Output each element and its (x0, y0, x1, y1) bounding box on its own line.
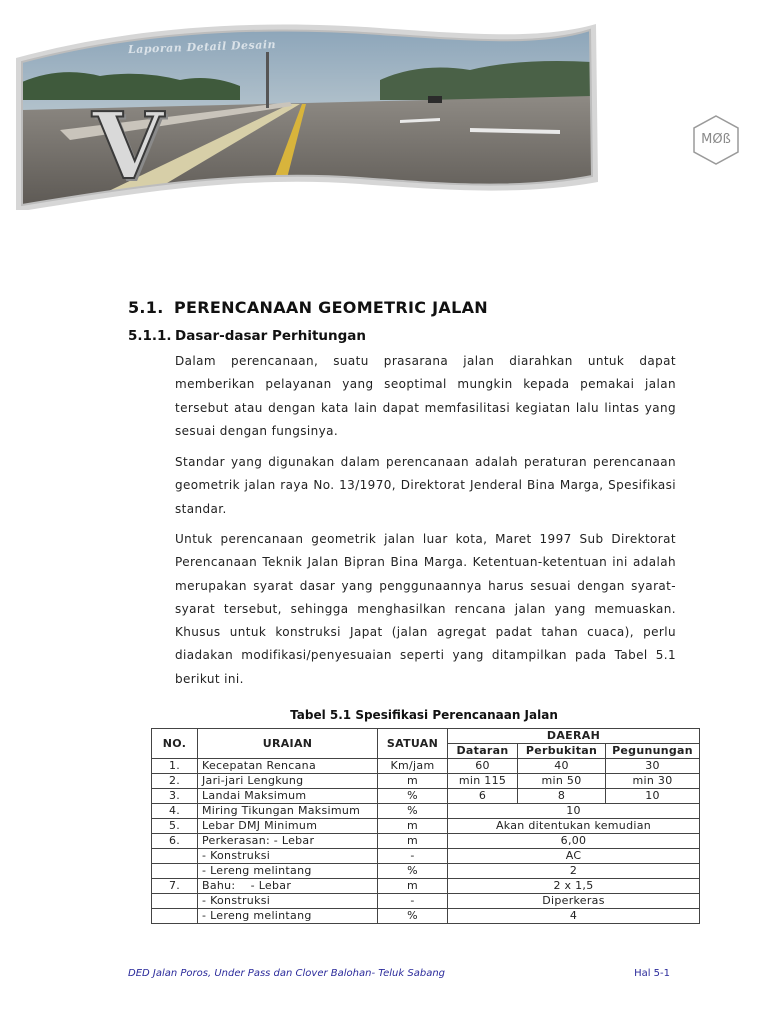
cell-uraian: Jari-jari Lengkung (198, 774, 378, 789)
cell-satuan: % (378, 804, 448, 819)
cell-perbukitan: 40 (518, 759, 606, 774)
header-dataran: Dataran (448, 744, 518, 759)
cell-value: 2 x 1,5 (448, 879, 700, 894)
cell-value: 6,00 (448, 834, 700, 849)
cell-dataran: 60 (448, 759, 518, 774)
table-row (152, 864, 700, 879)
cell-pegunungan: 30 (606, 759, 700, 774)
cell-value: 2 (448, 864, 700, 879)
header-no: NO. (152, 729, 198, 759)
cell-dataran: min 115 (448, 774, 518, 789)
section-heading (128, 298, 688, 322)
chapter-letter: V (92, 92, 164, 200)
cell-satuan: - (378, 849, 448, 864)
cell-value: AC (448, 849, 700, 864)
section-number: 5.1. (128, 298, 164, 317)
spec-table (151, 728, 700, 924)
cell-uraian: - Lereng melintang (198, 864, 378, 879)
cell-dataran: 6 (448, 789, 518, 804)
cell-uraian: Miring Tikungan Maksimum (198, 804, 378, 819)
cell-no: 4. (152, 804, 198, 819)
cell-satuan: m (378, 879, 448, 894)
cell-satuan: m (378, 774, 448, 789)
cell-uraian: Lebar DMJ Minimum (198, 819, 378, 834)
cell-perbukitan: 8 (518, 789, 606, 804)
table-row (152, 894, 700, 909)
cell-pegunungan: 10 (606, 789, 700, 804)
cell-no (152, 909, 198, 924)
cell-uraian: Perkerasan: - Lebar (198, 834, 378, 849)
cell-value: Akan ditentukan kemudian (448, 819, 700, 834)
chapter-banner (0, 0, 768, 210)
cell-value: 10 (448, 804, 700, 819)
logo-text: MØß (701, 132, 731, 147)
cell-uraian: Bahu: - Lebar (198, 879, 378, 894)
cell-satuan: m (378, 819, 448, 834)
subsection-title: Dasar-dasar Perhitungan (175, 328, 367, 344)
table-row (152, 789, 700, 804)
cell-no (152, 864, 198, 879)
cell-perbukitan: min 50 (518, 774, 606, 789)
cell-satuan: - (378, 894, 448, 909)
cell-satuan: m (378, 834, 448, 849)
cell-no: 2. (152, 774, 198, 789)
subsection-number: 5.1.1. (128, 328, 172, 344)
body-paragraph: Dalam perencanaan, suatu prasarana jalan diarahkan untuk dapat memberikan pelayanan yang seoptimal mungkin kepada pemakai jalan tersebut atau dengan kata lain dapat memfasilitasi kegiatan lalu lintas yang sesuai dengan fungsinya. (175, 354, 676, 438)
cell-no: 6. (152, 834, 198, 849)
table-row (152, 909, 700, 924)
header-perbukitan: Perbukitan (518, 744, 606, 759)
cell-no: 1. (152, 759, 198, 774)
cell-satuan: % (378, 864, 448, 879)
footer-document-title: DED Jalan Poros, Under Pass dan Clover Balohan- Teluk Sabang (128, 968, 446, 979)
table-row (152, 819, 700, 834)
footer-page-number: Hal 5-1 (634, 968, 670, 979)
cell-pegunungan: min 30 (606, 774, 700, 789)
cell-satuan: % (378, 789, 448, 804)
table-row (152, 834, 700, 849)
header-uraian: URAIAN (198, 729, 378, 759)
cell-uraian: Landai Maksimum (198, 789, 378, 804)
body-paragraph: Untuk perencanaan geometrik jalan luar kota, Maret 1997 Sub Direktorat Perencanaan Teknik Jalan Bipran Bina Marga. Ketentuan-ketentuan ini adalah merupakan syarat dasar yang penggunaannya harus sesuai dengan syarat-syarat tersebut, sehingga menghasilkan rencana jalan yang memuaskan. Khusus untuk konstruksi Japat (jalan agregat padat tahan cuaca), perlu diadakan modifikasi/penyesuaian seperti yang ditampilkan pada Tabel 5.1 berikut ini. (175, 532, 676, 686)
body-paragraph: Standar yang digunakan dalam perencanaan adalah peraturan perencanaan geometrik jalan raya No. 13/1970, Direktorat Jenderal Bina Marga, Spesifikasi standar. (175, 455, 676, 516)
cell-no: 3. (152, 789, 198, 804)
company-logo (690, 114, 742, 166)
section-title: PERENCANAAN GEOMETRIC JALAN (174, 298, 488, 317)
subsection-heading (128, 328, 688, 348)
cell-satuan: % (378, 909, 448, 924)
header-pegunungan: Pegunungan (606, 744, 700, 759)
table-row (152, 849, 700, 864)
cell-no (152, 894, 198, 909)
cell-value: Diperkeras (448, 894, 700, 909)
table-caption: Tabel 5.1 Spesifikasi Perencanaan Jalan (290, 708, 558, 722)
cell-no: 7. (152, 879, 198, 894)
table-row (152, 879, 700, 894)
cell-uraian: - Konstruksi (198, 894, 378, 909)
cell-uraian: Kecepatan Rencana (198, 759, 378, 774)
banner-caption: Laporan Detail Desain (127, 37, 277, 57)
table-row (152, 759, 700, 774)
cell-no: 5. (152, 819, 198, 834)
cell-satuan: Km/jam (378, 759, 448, 774)
table-header-row (152, 729, 700, 744)
header-satuan: SATUAN (378, 729, 448, 759)
header-daerah: DAERAH (448, 729, 700, 744)
table-row (152, 774, 700, 789)
table-row (152, 804, 700, 819)
cell-no (152, 849, 198, 864)
cell-uraian: - Lereng melintang (198, 909, 378, 924)
cell-uraian: - Konstruksi (198, 849, 378, 864)
cell-value: 4 (448, 909, 700, 924)
